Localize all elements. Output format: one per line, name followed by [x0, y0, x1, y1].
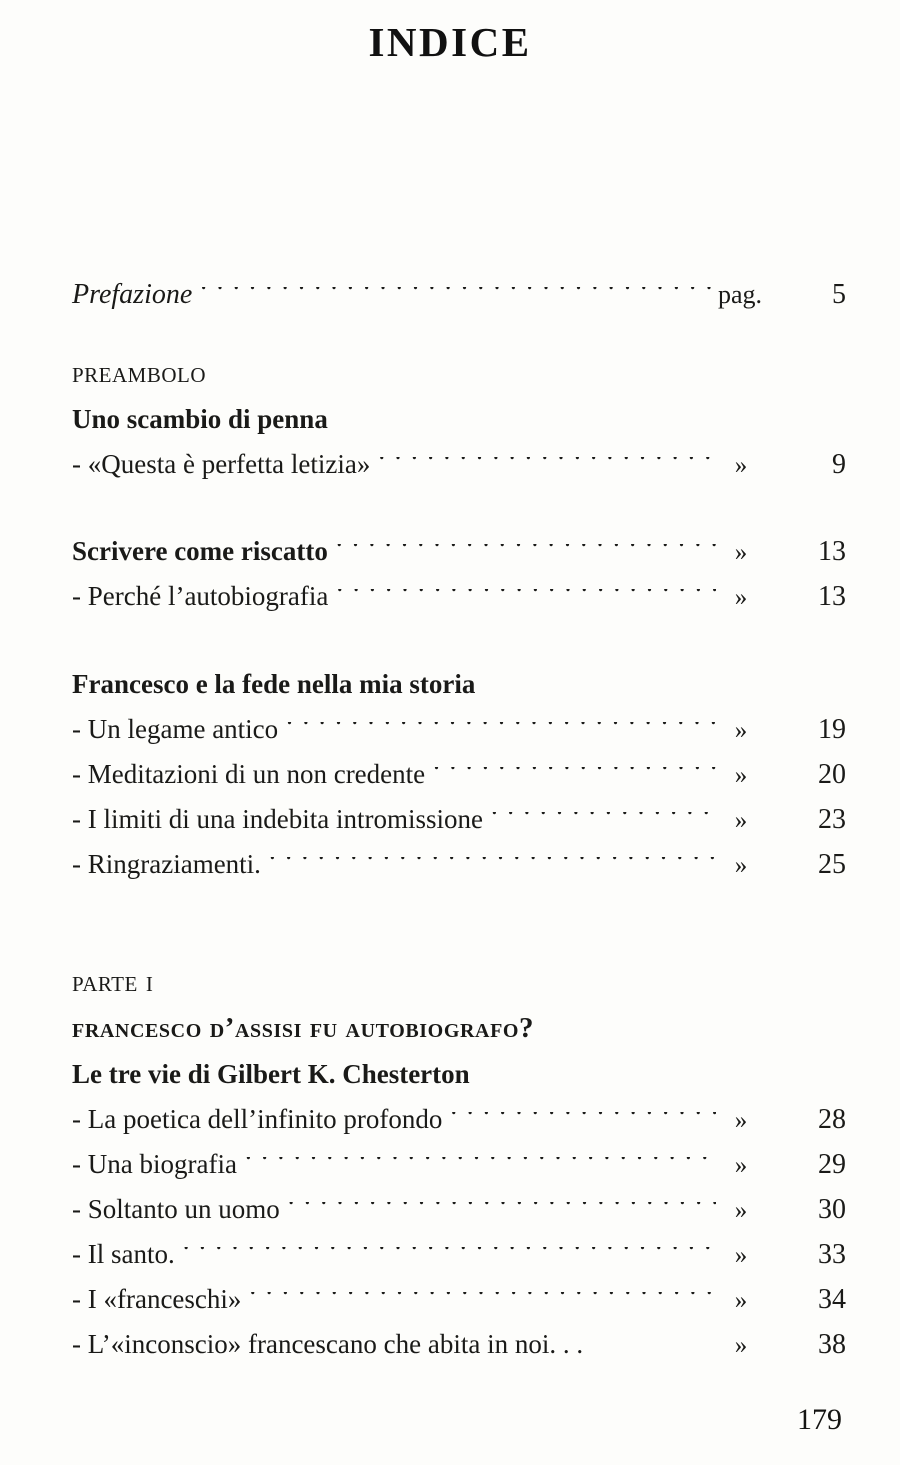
toc-entry-label: - «Questa è perfetta letizia» [72, 449, 371, 479]
ditto-mark: » [734, 1197, 748, 1224]
toc-entry-row[interactable] [72, 1277, 850, 1322]
toc-entry-label: - I limiti di una indebita intromissione [72, 804, 483, 834]
dot-leader [491, 812, 716, 828]
toc-entry-row[interactable] [72, 1322, 850, 1367]
dot-leader [433, 767, 716, 783]
toc-entry-row[interactable] [72, 1232, 850, 1277]
dot-leader [450, 1112, 716, 1128]
toc-entry-row[interactable] [72, 752, 850, 797]
toc-page-number: 29 [818, 1149, 846, 1180]
toc-entry-label: - Meditazioni di un non credente [72, 759, 426, 789]
toc-page-number: 30 [818, 1194, 846, 1225]
toc-group-spacer [72, 317, 850, 350]
toc-section-heading [72, 661, 850, 707]
toc-page-number: 38 [818, 1329, 846, 1360]
toc-page-number: 13 [818, 536, 846, 567]
dot-leader [183, 1247, 716, 1263]
toc-group-spacer [72, 887, 850, 959]
ditto-mark: » [734, 1152, 748, 1179]
toc-page-number: 34 [818, 1284, 846, 1315]
toc-page-number: 25 [818, 849, 846, 880]
toc-entry-label: - Un legame antico [72, 714, 279, 744]
dot-leader [336, 544, 716, 560]
dot-leader [336, 589, 716, 605]
page-title: INDICE [368, 19, 532, 65]
toc-group-spacer [72, 487, 850, 529]
toc-group-spacer [72, 619, 850, 661]
toc-heading-label: Francesco e la fede nella mia storia [72, 669, 476, 699]
toc-entry-row[interactable] [72, 842, 850, 887]
toc-entry-label: - I «franceschi» [72, 1284, 242, 1314]
toc-section-heading [72, 350, 850, 396]
toc-heading-label: francesco d’assisi fu autobiografo? [72, 1012, 535, 1044]
toc-page-number: 13 [818, 581, 846, 612]
toc-entry-label: - L’«inconscio» francescano che abita in noi. . . [72, 1329, 584, 1359]
toc-entry-label: Scrivere come riscatto [72, 536, 328, 566]
dot-leader [249, 1292, 716, 1308]
ditto-mark: » [734, 1242, 748, 1269]
dot-leader [286, 722, 716, 738]
toc-entry-row[interactable] [72, 797, 850, 842]
toc-entry-row[interactable] [72, 707, 850, 752]
toc-entry-label: - La poetica dell’infinito profondo [72, 1104, 443, 1134]
toc-entry-row[interactable] [72, 574, 850, 619]
ditto-mark: » [734, 762, 748, 789]
toc-section-heading [72, 396, 850, 442]
table-of-contents [72, 272, 850, 1367]
toc-page-number: 5 [832, 279, 846, 310]
folio-page-number: 179 [797, 1403, 842, 1436]
page-label: pag. [718, 280, 763, 309]
toc-entry-row[interactable] [72, 442, 850, 487]
ditto-mark: » [734, 717, 748, 744]
toc-page-number: 28 [818, 1104, 846, 1135]
toc-page-number: 23 [818, 804, 846, 835]
toc-section-heading [72, 959, 850, 1005]
toc-page-number: 9 [832, 449, 846, 480]
ditto-mark: » [734, 584, 748, 611]
toc-heading-label: preambolo [72, 356, 207, 389]
dot-leader [200, 287, 714, 303]
dot-leader [378, 457, 716, 473]
ditto-mark: » [734, 1287, 748, 1314]
toc-heading-label: Le tre vie di Gilbert K. Chesterton [72, 1059, 470, 1089]
ditto-mark: » [734, 539, 748, 566]
toc-section-heading [72, 1005, 850, 1051]
ditto-mark: » [734, 852, 748, 879]
ditto-mark: » [734, 1332, 748, 1359]
toc-entry-label: - Perché l’autobiografia [72, 581, 329, 611]
toc-entry-label: - Ringraziamenti. [72, 849, 261, 879]
toc-page-number: 19 [818, 714, 846, 745]
toc-heading-label: Uno scambio di penna [72, 404, 328, 434]
toc-entry-row[interactable] [72, 1187, 850, 1232]
dot-leader [245, 1157, 716, 1173]
toc-entry-label: Prefazione [72, 279, 193, 310]
toc-entry-row[interactable] [72, 529, 850, 574]
toc-page-number: 33 [818, 1239, 846, 1270]
dot-leader [269, 857, 716, 873]
ditto-mark: » [734, 452, 748, 479]
toc-section-heading [72, 1051, 850, 1097]
toc-heading-label: parte i [72, 965, 154, 998]
toc-entry-row[interactable] [72, 1142, 850, 1187]
ditto-mark: » [734, 1107, 748, 1134]
toc-entry-row[interactable] [72, 272, 850, 317]
toc-entry-label: - Il santo. [72, 1239, 175, 1269]
ditto-mark: » [734, 807, 748, 834]
toc-page-number: 20 [818, 759, 846, 790]
toc-entry-label: - Una biografia [72, 1149, 237, 1179]
toc-entry-row[interactable] [72, 1097, 850, 1142]
dot-leader [288, 1202, 716, 1218]
toc-entry-label: - Soltanto un uomo [72, 1194, 280, 1224]
